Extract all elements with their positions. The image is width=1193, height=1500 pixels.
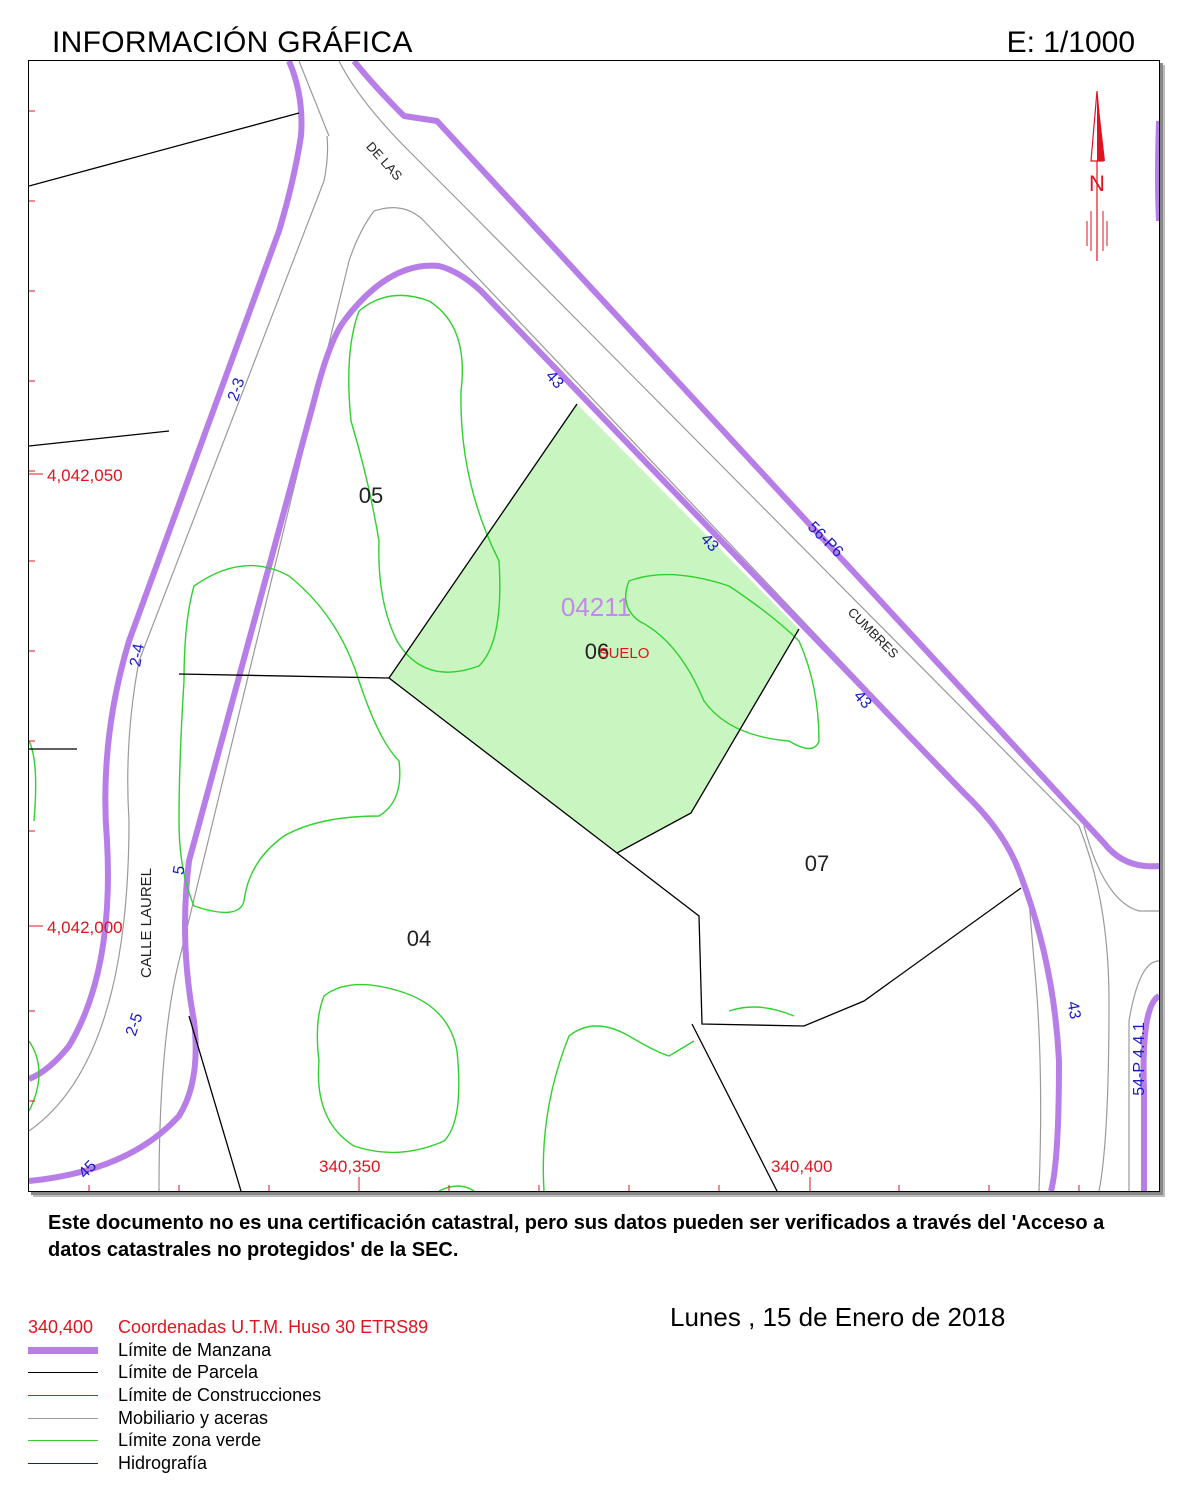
map-canvas [29, 61, 1159, 1191]
street-name-de-las: DE LAS [363, 138, 406, 184]
street-number: 5 [170, 864, 189, 877]
legend-row-coordinates [28, 1316, 428, 1339]
legend-row-hidrografia [28, 1452, 428, 1475]
legend-label: Límite de Parcela [118, 1362, 259, 1383]
legend-swatch [28, 1347, 98, 1354]
selected-parcel-area[interactable] [389, 404, 799, 853]
legend-label: Límite de Construcciones [118, 1384, 322, 1405]
street-number: 43 [1063, 999, 1084, 1021]
legend-swatch [28, 1463, 98, 1464]
legend-coord-label: Coordenadas U.T.M. Huso 30 ETRS89 [118, 1316, 429, 1337]
disclaimer-text: Este documento no es una certificación catastral, pero sus datos pueden ser verificados a través del 'Acceso a datos catastrales no protegidos' de la SEC. [48, 1212, 1105, 1261]
legend-row-manzana [28, 1339, 428, 1362]
legend-row-zona-verde [28, 1429, 428, 1452]
parcel-05-label[interactable]: 05 [358, 483, 384, 508]
coord-y-lower: 4,042,000 [47, 918, 123, 937]
legend-row-parcela [28, 1361, 428, 1384]
street-number: 45 [75, 1157, 101, 1183]
parcel-06-label[interactable]: 06 [584, 639, 610, 664]
legend-label: Límite de Manzana [118, 1339, 272, 1360]
block-id-label: 04211 [560, 592, 632, 622]
street-name-cumbres: CUMBRES [844, 604, 902, 662]
cadastral-map[interactable] [28, 60, 1160, 1192]
street-number: 2-4 [127, 642, 148, 669]
street-number: 54-P 4.4.1 [1131, 1022, 1148, 1096]
legend-label: Límite zona verde [118, 1430, 262, 1451]
legend-label: Hidrografía [118, 1452, 208, 1473]
legend-swatch [28, 1395, 98, 1396]
street-name-calle-laurel: CALLE LAUREL [138, 867, 155, 979]
street-number: 43 [697, 530, 722, 556]
north-label: N [1089, 171, 1105, 196]
parcel-04-label[interactable]: 04 [406, 926, 432, 951]
document-date: Lunes , 15 de Enero de 2018 [670, 1302, 1006, 1332]
legend-row-construcciones [28, 1384, 428, 1407]
legend-swatch [28, 1372, 98, 1373]
map-legend [28, 1316, 428, 1475]
map-scale: E: 1/1000 [1006, 26, 1135, 59]
coord-y-upper: 4,042,050 [47, 466, 123, 485]
street-number: 2-3 [225, 375, 249, 404]
street-number: 2-5 [123, 1010, 147, 1039]
legend-coord-sample: 340,400 [28, 1316, 94, 1337]
street-number: 43 [850, 687, 875, 713]
coord-x-right: 340,400 [771, 1157, 833, 1176]
page-title: INFORMACIÓN GRÁFICA [52, 26, 413, 59]
legend-swatch [28, 1440, 98, 1441]
coord-x-left: 340,350 [319, 1157, 381, 1176]
legend-swatch [28, 1418, 98, 1419]
parcel-07-label[interactable]: 07 [804, 851, 830, 876]
street-number: 43 [542, 367, 567, 393]
street-number: 56-P6 [804, 518, 847, 561]
legend-label: Mobiliario y aceras [118, 1407, 269, 1428]
construction-label: SUELO [598, 645, 650, 662]
legend-row-mobiliario [28, 1407, 428, 1430]
north-arrow-icon [1087, 91, 1107, 261]
